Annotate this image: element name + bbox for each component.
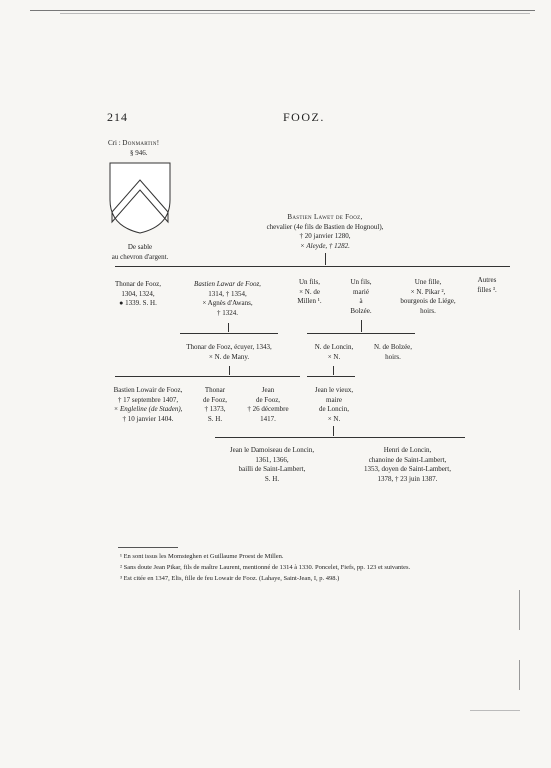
descent-line <box>333 366 334 375</box>
person-line: Thonar de Fooz, écuyer, 1343, <box>186 343 272 351</box>
person-line: 1417. <box>260 414 276 423</box>
person-line: † 26 décembre <box>247 405 289 413</box>
descent-line <box>361 320 362 332</box>
person-line: † 10 janvier 1404. <box>122 414 174 423</box>
person-fils <box>287 278 332 307</box>
footnote: ³ Est citée en 1347, Elis, fille de feu Lowair de Fooz. (Lahaye, Saint-Jean, I, p. 498.) <box>120 575 340 582</box>
root-name: Bastien Lawet de Fooz, <box>287 213 363 221</box>
descent-line <box>228 323 229 332</box>
person-thonar-ecuyer <box>170 343 288 362</box>
descent-line <box>229 366 230 375</box>
sibling-rule <box>115 376 300 377</box>
person-autres <box>468 276 506 295</box>
person-line: hoirs. <box>420 306 436 315</box>
person-line: 1378, † 23 juin 1387. <box>377 474 438 483</box>
footnote: ² Sans doute Jean Pikar, fils de maître Laurent, mentionné de 1314 à 1330. Poncelet, Fiefs, pp. 123 et suivantes. <box>120 564 411 571</box>
person-line: Bolzée. <box>350 306 372 315</box>
sibling-rule <box>307 376 355 377</box>
person-line: † 17 septembre 1407, <box>117 395 179 404</box>
shield-icon <box>107 160 173 236</box>
person-line: marié <box>353 287 369 296</box>
person-bastien <box>180 280 275 318</box>
sibling-rule <box>180 333 278 334</box>
person-line: 1314, † 1354, <box>208 289 247 298</box>
person-line: filles ³. <box>477 285 497 294</box>
blazon-line: au chevron d'argent. <box>111 252 169 261</box>
scan-mark <box>470 710 520 711</box>
person-line: Bastien Lowair de Fooz, <box>113 386 183 394</box>
sibling-rule <box>115 266 510 267</box>
person-bastien-lowair <box>103 386 193 424</box>
person-line: hoirs. <box>385 352 401 361</box>
person-loncin <box>303 343 365 362</box>
cri-value: Donmartin! <box>122 139 160 147</box>
person-line: Autres <box>477 276 497 284</box>
person-line: N. de Bolzée, <box>373 343 413 351</box>
person-line: S. H. <box>264 474 280 483</box>
cri-block <box>108 138 159 158</box>
person-line: bourgeois de Liége, <box>400 297 456 305</box>
person-line: ● 1339. S. H. <box>119 299 157 307</box>
person-jean-damoiseau <box>212 446 332 484</box>
person-line: Un fils, <box>350 278 372 286</box>
person-line: × N. <box>327 414 341 423</box>
person-line: × Agnès d'Awans, <box>202 299 253 307</box>
root-spouse: × Aleyde, † 1282. <box>300 241 350 250</box>
person-henri <box>345 446 470 484</box>
person-line: N. de Loncin, <box>314 343 354 351</box>
person-line: 1304, 1324, <box>121 289 155 298</box>
sibling-rule <box>307 333 415 334</box>
descent-line <box>325 253 326 265</box>
scan-mark <box>519 590 520 630</box>
arms-reference: § 946. <box>130 149 148 157</box>
person-line: † 1324. <box>217 308 238 317</box>
person-line: 1353, doyen de Saint-Lambert, <box>364 465 451 473</box>
person-line: S. H. <box>207 414 223 423</box>
person-line: Millen ¹. <box>297 297 322 305</box>
person-jean <box>238 386 298 424</box>
root-line: chevalier (4e fils de Bastien de Hognoul), <box>266 222 384 231</box>
person-line: × N. <box>327 352 341 361</box>
scan-mark <box>519 660 520 690</box>
person-fils-marie <box>340 278 382 316</box>
person-line: × Engleline (de Staden), <box>113 405 183 413</box>
person-bolzee <box>362 343 424 362</box>
cri-label: Cri : <box>108 139 121 147</box>
person-line: de Fooz, <box>202 395 228 404</box>
person-line: de Fooz, <box>255 395 281 404</box>
person-fille <box>388 278 468 316</box>
footnote-rule <box>118 547 178 548</box>
person-line: Un fils, <box>299 278 320 286</box>
person-line: Henri de Loncin, <box>383 446 432 454</box>
page-title: FOOZ. <box>283 110 325 124</box>
person-thonar <box>103 280 173 309</box>
person-thonar-3 <box>195 386 235 424</box>
person-line: chanoine de Saint-Lambert, <box>368 455 447 464</box>
person-line: de Loncin, <box>319 405 349 413</box>
person-line: 1361, 1366, <box>255 455 289 464</box>
descent-line <box>333 426 334 436</box>
person-line: Jean le Damoiseau de Loncin, <box>229 446 315 454</box>
person-line: Jean le vieux, <box>314 386 354 394</box>
root-person <box>240 213 410 251</box>
person-line: Bastien Lawar de Fooz, <box>194 280 261 288</box>
person-line: Jean <box>261 386 275 394</box>
blazon-line: De sable <box>127 243 153 251</box>
person-line: × N. de Many. <box>208 352 250 361</box>
top-edge-rule-secondary <box>60 13 530 14</box>
person-line: Thonar <box>204 386 226 394</box>
person-line: † 1373, <box>204 405 226 413</box>
person-line: à <box>359 297 363 305</box>
person-line: maire <box>326 395 342 404</box>
top-edge-rule <box>30 10 535 11</box>
blazon <box>104 243 176 262</box>
person-line: Une fille, <box>414 278 442 286</box>
person-line: × N. Pikar ², <box>410 287 446 296</box>
root-line: † 20 janvier 1280, <box>299 232 351 240</box>
footnote: ¹ En sont issus les Momsteghen et Guillaume Proest de Millen. <box>120 553 284 560</box>
page-number: 214 <box>107 110 128 124</box>
person-line: × N. de <box>299 287 320 296</box>
person-line: Thonar de Fooz, <box>114 280 162 288</box>
person-jean-vieux <box>303 386 365 424</box>
person-line: bailli de Saint-Lambert, <box>238 465 306 473</box>
sibling-rule <box>215 437 465 438</box>
